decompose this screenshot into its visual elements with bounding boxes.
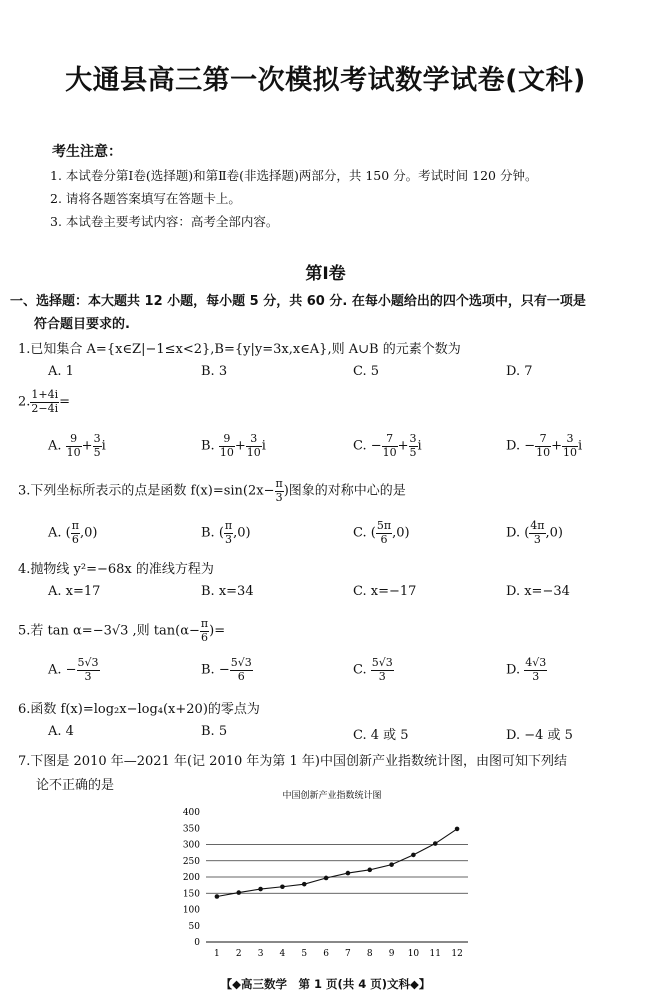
data-point-10 <box>411 853 416 858</box>
y-tick-label-100: 100 <box>182 905 200 916</box>
data-point-7 <box>346 871 351 876</box>
instructions-line-2: 符合题目要求的. <box>34 317 130 332</box>
question-4-stem: 4.抛物线 y²=−68x 的准线方程为 <box>18 562 214 577</box>
y-tick-label-400: 400 <box>182 808 200 818</box>
x-tick-label-12: 12 <box>451 949 463 959</box>
data-point-11 <box>433 841 438 846</box>
question-4-option-d: D. x=−34 <box>506 584 570 599</box>
section-title: 第Ⅰ卷 <box>305 264 346 284</box>
data-point-6 <box>324 876 329 881</box>
series-line <box>217 829 457 897</box>
data-point-5 <box>302 882 307 887</box>
y-tick-label-200: 200 <box>182 873 200 883</box>
data-point-4 <box>280 884 285 889</box>
question-2-option-b: B. $\frac{9}{10}$ + $\frac{3}{10}$ i <box>201 432 266 459</box>
question-1-option-c: C. 5 <box>353 364 380 379</box>
exam-title: 大通县高三第一次模拟考试数学试卷(文科) <box>65 65 586 96</box>
question-1-option-a: A. 1 <box>48 364 74 379</box>
x-tick-label-2: 2 <box>235 949 242 959</box>
data-point-1 <box>215 894 220 899</box>
y-tick-label-150: 150 <box>182 889 200 900</box>
question-2-option-c: C. − $\frac{7}{10}$ + $\frac{3}{5}$ i <box>353 432 422 459</box>
question-6-stem: 6.函数 f(x)=log₂x−log₄(x+20)的零点为 <box>18 702 260 717</box>
notice-heading: 考生注意： <box>52 144 122 160</box>
chart-x-ticks <box>214 949 463 959</box>
question-6-option-b: B. 5 <box>201 724 228 739</box>
question-5-option-a: A. − $\frac{5√3}{3}$ <box>48 656 99 683</box>
data-point-12 <box>455 827 460 832</box>
chart-series <box>215 827 460 899</box>
x-tick-label-8: 8 <box>366 949 373 959</box>
question-5-option-b: B. − $\frac{5√3}{6}$ <box>201 656 252 683</box>
question-1-option-d: D. 7 <box>506 364 533 379</box>
question-3-option-b: B. ( $\frac{\pi}{3}$ ,0) <box>201 519 251 546</box>
question-3-option-c: C. ( $\frac{5\pi}{6}$ ,0) <box>353 519 410 546</box>
question-4-option-c: C. x=−17 <box>353 584 417 599</box>
y-tick-label-0: 0 <box>194 938 200 948</box>
instructions-line-1: 一、选择题：本大题共 12 小题，每小题 5 分，共 60 分. 在每小题给出的四个选项中，只有一项是 <box>10 294 586 309</box>
question-6-option-c: C. 4 或 5 <box>353 728 409 743</box>
x-tick-label-7: 7 <box>345 949 351 959</box>
question-6-option-a: A. 4 <box>48 724 74 739</box>
chart-y-ticks <box>183 808 200 948</box>
x-tick-label-5: 5 <box>301 949 308 959</box>
innovation-index-chart <box>170 782 490 982</box>
question-5-option-d: D. $\frac{4√3}{3}$ <box>506 656 547 683</box>
notice-item-3: 3. 本试卷主要考试内容：高考全部内容。 <box>50 214 279 229</box>
chart-gridlines <box>206 845 468 894</box>
x-tick-label-11: 11 <box>429 949 441 959</box>
data-point-2 <box>236 890 241 895</box>
x-tick-label-6: 6 <box>323 949 329 959</box>
question-2-option-d: D. − $\frac{7}{10}$ + $\frac{3}{10}$ i <box>506 432 583 459</box>
chart-title: 中国创新产业指数统计图 <box>282 791 382 801</box>
notice-item-2: 2. 请将各题答案填写在答题卡上。 <box>50 191 241 206</box>
question-2-stem: 2. $\frac{1+4i}{2-4i}$ = <box>18 388 71 415</box>
data-point-3 <box>258 887 263 892</box>
data-point-8 <box>367 868 372 873</box>
question-4-option-b: B. x=34 <box>201 584 254 599</box>
question-6-option-d: D. −4 或 5 <box>506 728 573 743</box>
data-point-9 <box>389 862 394 867</box>
x-tick-label-9: 9 <box>388 949 395 959</box>
y-tick-label-350: 350 <box>182 824 200 835</box>
notice-item-1: 1. 本试卷分第Ⅰ卷(选择题)和第Ⅱ卷(非选择题)两部分，共 150 分。考试时间 120 分钟。 <box>50 168 538 183</box>
question-3-stem: 3.下列坐标所表示的点是函数 f(x)=sin(2x− $\frac{\pi}{3}$ )图象的对称中心的是 <box>18 477 406 504</box>
x-tick-label-10: 10 <box>407 949 420 959</box>
x-tick-label-1: 1 <box>214 949 220 959</box>
question-5-stem: 5.若 tan α=−3√3 ,则 tan(α− $\frac{\pi}{6}$ )= <box>18 617 226 644</box>
y-tick-label-250: 250 <box>182 856 200 867</box>
page-footer: 【◆高三数学 第 1 页(共 4 页)文科◆】 <box>220 977 431 991</box>
y-tick-label-300: 300 <box>182 840 200 851</box>
question-5-option-c: C. $\frac{5√3}{3}$ <box>353 656 393 683</box>
question-3-option-a: A. ( $\frac{\pi}{6}$ ,0) <box>48 519 98 546</box>
question-1-stem: 1.已知集合 A={x∈Z|−1≤x<2},B={y|y=3x,x∈A},则 A∪B 的元素个数为 <box>18 342 461 357</box>
x-tick-label-3: 3 <box>257 949 264 959</box>
question-7-stem-line-1: 7.下图是 2010 年—2021 年(记 2010 年为第 1 年)中国创新产业指数统计图，由图可知下列结 <box>18 754 567 769</box>
question-2-option-a: A. $\frac{9}{10}$ + $\frac{3}{5}$ i <box>48 432 106 459</box>
y-tick-label-50: 50 <box>188 921 200 932</box>
question-4-option-a: A. x=17 <box>48 584 101 599</box>
x-tick-label-4: 4 <box>279 949 286 959</box>
question-1-option-b: B. 3 <box>201 364 228 379</box>
question-3-option-d: D. ( $\frac{4\pi}{3}$ ,0) <box>506 519 564 546</box>
question-2-fraction: $\frac{1+4i}{2-4i}$ <box>31 388 59 415</box>
question-7-stem-line-2: 论不正确的是 <box>36 778 115 793</box>
